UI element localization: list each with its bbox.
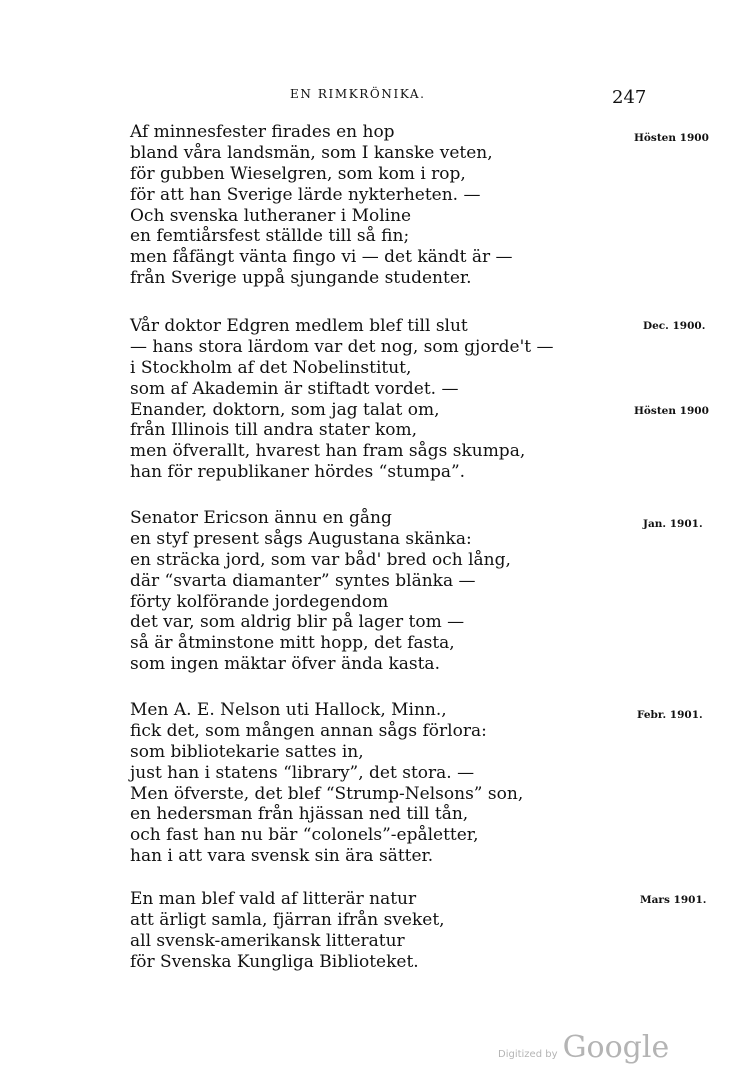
stanza-1 (130, 122, 513, 289)
verse-line: men öfverallt, hvarest han fram sågs skumpa, (130, 441, 526, 462)
watermark-prefix: Digitized by (498, 1049, 558, 1060)
stanza-3 (130, 508, 511, 675)
google-logo: Google (562, 1030, 670, 1065)
verse-line: fick det, som mången annan sågs förlora: (130, 720, 487, 741)
margin-note: Febr. 1901. (637, 709, 703, 721)
verse-line: det var, som aldrig blir på lager tom — (130, 612, 465, 633)
digitized-by-watermark (498, 1030, 669, 1065)
verse-line: Men A. E. Nelson uti Hallock, Minn., (130, 700, 447, 720)
running-title: EN RIMKRÖNIKA. (290, 87, 426, 101)
margin-note: Mars 1901. (640, 894, 707, 906)
verse-line: att ärligt samla, fjärran ifrån sveket, (130, 909, 445, 930)
verse-line: en sträcka jord, som var båd' bred och lång, (130, 549, 511, 570)
verse-line: Enander, doktorn, som jag talat om, (130, 399, 440, 420)
margin-note: Jan. 1901. (643, 518, 703, 530)
verse-line: som bibliotekarie sattes in, (130, 741, 364, 762)
verse-line: bland våra landsmän, som I kanske veten, (130, 142, 493, 163)
margin-note: Hösten 1900 (634, 132, 709, 144)
verse-line: all svensk-amerikansk litteratur (130, 930, 405, 951)
verse-line: för gubben Wieselgren, som kom i rop, (130, 163, 466, 184)
verse-line: förty kolförande jordegendom (130, 591, 389, 612)
verse-line: Vår doktor Edgren medlem blef till slut (130, 316, 468, 336)
verse-line: Och svenska lutheraner i Moline (130, 205, 412, 226)
verse-line: han för republikaner hördes “stumpa”. (130, 462, 466, 483)
verse-line: för att han Sverige lärde nykterheten. — (130, 184, 481, 205)
verse-line: en femtiårsfest ställde till så fin; (130, 226, 410, 247)
verse-line: men fåfängt vänta fingo vi — det kändt är — (130, 247, 513, 268)
verse-line: så är åtminstone mitt hopp, det fasta, (130, 633, 455, 654)
verse-line: för Svenska Kungliga Biblioteket. (130, 951, 419, 972)
verse-line: just han i statens “library”, det stora. — (130, 762, 475, 783)
verse-line: och fast han nu bär “colonels”-epåletter, (130, 825, 479, 846)
stanza-2 (130, 316, 554, 483)
verse-line: en hedersman från hjässan ned till tån, (130, 804, 469, 825)
page-number: 247 (612, 87, 647, 108)
stanza-4 (130, 700, 523, 867)
margin-note: Dec. 1900. (643, 320, 706, 332)
verse-line: som af Akademin är stiftadt vordet. — (130, 378, 459, 399)
verse-line: från Illinois till andra stater kom, (130, 420, 418, 441)
verse-line: han i att vara svensk sin ära sätter. (130, 846, 434, 867)
verse-line: — hans stora lärdom var det nog, som gjorde't — (130, 336, 554, 357)
verse-line: i Stockholm af det Nobelinstitut, (130, 357, 412, 378)
verse-line: som ingen mäktar öfver ända kasta. (130, 654, 440, 675)
verse-line: från Sverige uppå sjungande studenter. (130, 268, 472, 289)
verse-line: Senator Ericson ännu en gång (130, 508, 392, 528)
verse-line: Men öfverste, det blef “Strump-Nelsons” son, (130, 783, 524, 804)
margin-note: Hösten 1900 (634, 405, 709, 417)
verse-line: En man blef vald af litterär natur (130, 889, 417, 909)
verse-line: en styf present sågs Augustana skänka: (130, 528, 472, 549)
verse-line: där “svarta diamanter” syntes blänka — (130, 570, 476, 591)
verse-line: Af minnesfester firades en hop (130, 122, 395, 142)
stanza-5 (130, 889, 445, 973)
